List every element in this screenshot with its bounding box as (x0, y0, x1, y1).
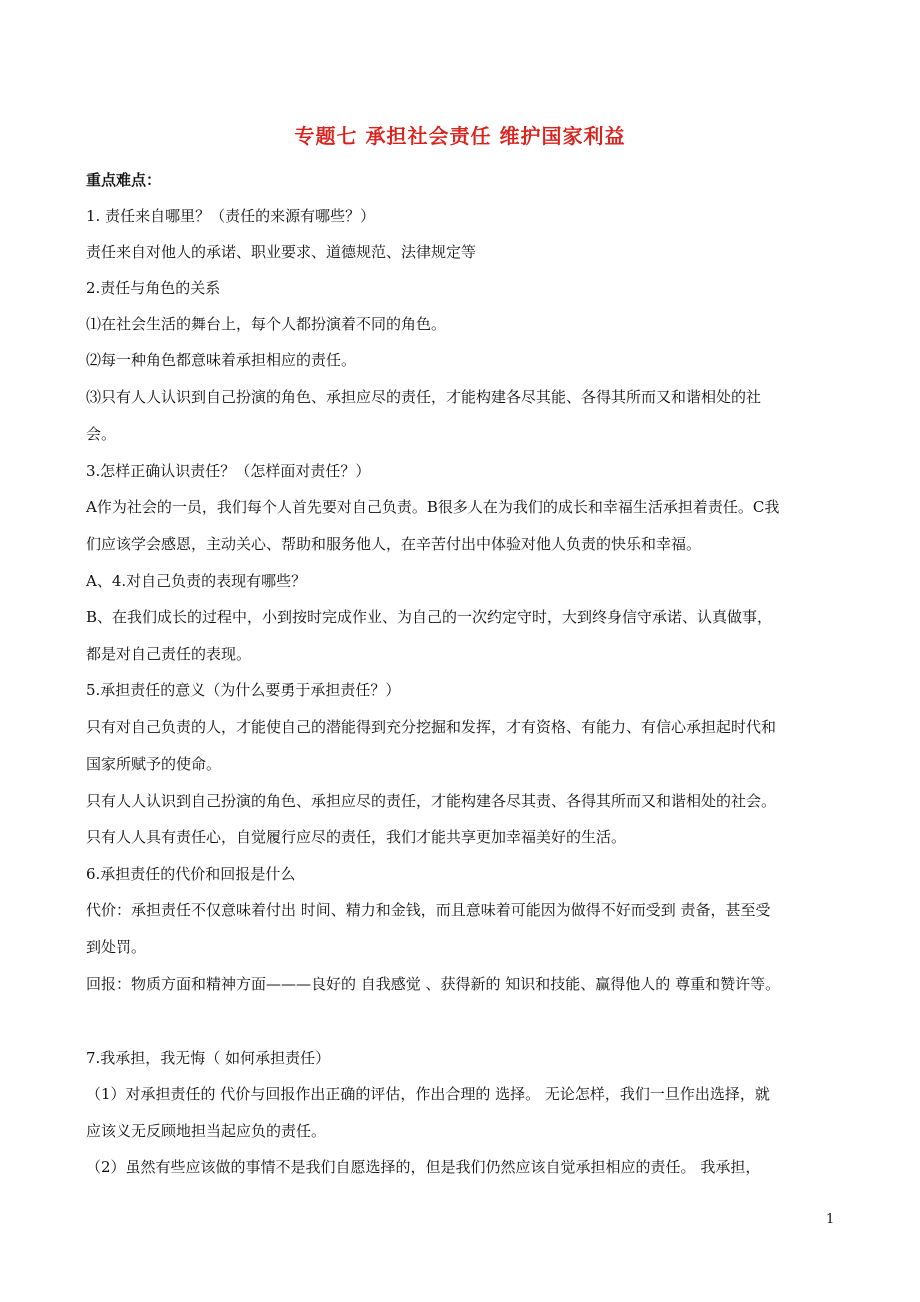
text-line: 只有对自己负责的人，才能使自己的潜能得到充分挖掘和发挥，才有资格、有能力、有信心承担起时代和 (86, 718, 777, 736)
text-line: 国家所赋予的使命。 (86, 755, 222, 773)
text-line: 责任来自对他人的承诺、职业要求、道德规范、法律规定等 (86, 243, 477, 261)
text-line: A、4.对自己负责的表现有哪些？ (86, 572, 307, 590)
page-number: 1 (826, 1212, 835, 1227)
text-line: 只有人人具有责任心，自觉履行应尽的责任，我们才能共享更加幸福美好的生活。 (86, 828, 627, 846)
text-line: B、在我们成长的过程中，小到按时完成作业、为自己的一次约定守时，大到终身信守承诺、认真做事， (86, 608, 773, 626)
text-line: 会。 (86, 425, 117, 443)
text-line: 5.承担责任的意义（为什么要勇于承担责任？） (86, 681, 401, 699)
text-line: 6.承担责任的代价和回报是什么 (86, 865, 296, 883)
text-line: 代价：承担责任不仅意味着付出 时间、精力和金钱，而且意味着可能因为做得不好而受到 责备，甚至受 (86, 901, 771, 919)
text-line: ⑶只有人人认识到自己扮演的角色、承担应尽的责任，才能构建各尽其能、各得其所而又和谐相处的社 (86, 388, 762, 406)
text-line: A作为社会的一员，我们每个人首先要对自己负责。B很多人在为我们的成长和幸福生活承担着责任。C我 (86, 498, 780, 516)
text-line: 1. 责任来自哪里？（责任的来源有哪些？） (86, 207, 376, 225)
text-line: （1）对承担责任的 代价与回报作出正确的评估，作出合理的 选择。 无论怎样，我们一旦作出选择，就 (86, 1085, 770, 1103)
text-line: 7.我承担，我无悔（ 如何承担责任） (86, 1049, 331, 1067)
text-line: 2.责任与角色的关系 (86, 279, 221, 297)
text-line: 只有人人认识到自己扮演的角色、承担应尽的责任，才能构建各尽其责、各得其所而又和谐相处的社会。 (86, 792, 777, 810)
text-line: 都是对自己责任的表现。 (86, 645, 252, 663)
text-line: 们应该学会感恩，主动关心、帮助和服务他人，在辛苦付出中体验对他人负责的快乐和幸福。 (86, 535, 702, 553)
text-line: 回报：物质方面和精神方面———良好的 自我感觉 、获得新的 知识和技能、赢得他人的 尊重和赞许等。 (86, 975, 781, 993)
text-line: ⑵每一种角色都意味着承担相应的责任。 (86, 351, 357, 369)
text-line: （2）虽然有些应该做的事情不是我们自愿选择的，但是我们仍然应该自觉承担相应的责任。 我承担， (86, 1158, 761, 1176)
text-line: 到处罚。 (86, 938, 147, 956)
text-line: 3.怎样正确认识责任？（怎样面对责任？） (86, 462, 371, 480)
section-label: 重点难点： (86, 171, 162, 189)
text-line: ⑴在社会生活的舞台上，每个人都扮演着不同的角色。 (86, 315, 447, 333)
page-title: 专题七 承担社会责任 维护国家利益 (294, 124, 626, 148)
text-line: 应该义无反顾地担当起应负的责任。 (86, 1122, 327, 1140)
